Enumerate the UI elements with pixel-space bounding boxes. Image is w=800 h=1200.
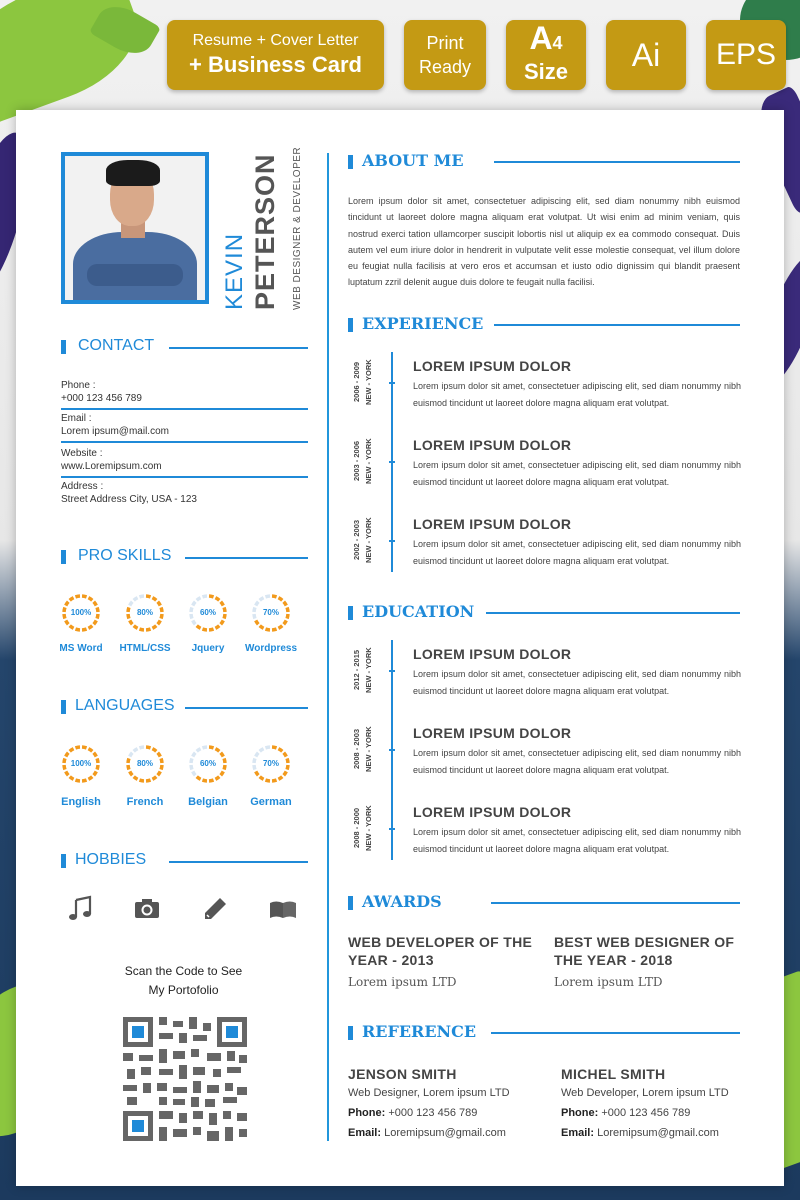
reference-phone: +000 123 456 789: [601, 1107, 691, 1119]
award-org: Lorem ipsum LTD: [348, 975, 457, 989]
experience-title: EXPERIENCE: [362, 314, 484, 333]
skill-name: MS Word: [59, 643, 103, 654]
entry-title: LOREM IPSUM DOLOR: [413, 725, 572, 741]
size-badge-letter: A: [529, 20, 553, 57]
entry-location: NEW - YORK: [364, 726, 373, 772]
contact-value: +000 123 456 789: [61, 393, 142, 404]
award-item: [554, 933, 744, 989]
music-icon: [66, 894, 96, 924]
email-label: Email:: [348, 1127, 382, 1139]
entry-years: 2012 - 2015: [352, 649, 361, 691]
skill-percent: 60%: [199, 608, 216, 617]
contact-label: Address :: [61, 481, 104, 492]
experience-entry: [346, 358, 741, 418]
email-label: Email:: [561, 1127, 595, 1139]
award-item: [348, 933, 538, 989]
entry-title: LOREM IPSUM DOLOR: [413, 437, 572, 453]
reference-item: [348, 1065, 533, 1143]
contact-phone: [61, 380, 308, 410]
skill-percent: 70%: [262, 608, 279, 617]
entry-title: LOREM IPSUM DOLOR: [413, 516, 572, 532]
language-ring: [114, 744, 176, 808]
product-badge: [167, 20, 384, 90]
reference-phone: +000 123 456 789: [388, 1107, 478, 1119]
product-badge-line1: Resume + Cover Letter: [192, 32, 359, 49]
print-badge-line1: Print: [426, 33, 464, 53]
entry-description: Lorem ipsum dolor sit amet, consectetuer adipiscing elit, sed diam nonummy nibh euismod tincidunt ut laoreet dolore magna aliquam erat volutpat.: [413, 748, 741, 775]
reference-name: JENSON SMITH: [348, 1066, 457, 1082]
contact-label: Website :: [61, 448, 103, 459]
skill-ring: [50, 593, 112, 654]
profile-photo: [61, 152, 209, 304]
entry-years: 2008 - 2000: [352, 807, 361, 849]
column-divider: [327, 153, 329, 1141]
language-ring: [177, 744, 239, 808]
contact-value: Street Address City, USA - 123: [61, 494, 197, 505]
qr-caption-line1: Scan the Code to See: [124, 964, 243, 978]
language-ring: [240, 744, 302, 808]
resume-sheet: [16, 110, 784, 1186]
entry-description: Lorem ipsum dolor sit amet, consectetuer adipiscing elit, sed diam nonummy nibh euismod tincidunt ut laoreet dolore magna aliquam erat volutpat.: [413, 381, 741, 408]
contact-website: [61, 448, 308, 478]
reference-title: REFERENCE: [362, 1022, 477, 1041]
language-name: German: [250, 796, 292, 808]
contact-title: CONTACT: [78, 337, 155, 354]
skill-percent: 100%: [70, 608, 92, 617]
phone-label: Phone:: [348, 1107, 386, 1119]
education-entry: [346, 804, 741, 864]
experience-entry: [346, 437, 741, 497]
entry-description: Lorem ipsum dolor sit amet, consectetuer adipiscing elit, sed diam nonummy nibh euismod tincidunt ut laoreet dolore magna aliquam erat volutpat.: [413, 669, 741, 696]
size-badge-number: 4: [552, 33, 563, 54]
education-heading: [348, 601, 740, 625]
pencil-icon: [200, 894, 230, 924]
skill-name: Wordpress: [244, 643, 298, 654]
reference-email: Loremipsum@gmail.com: [384, 1127, 506, 1139]
job-role: WEB DESIGNER & DEVELOPER: [292, 146, 303, 310]
qr-code: [123, 1017, 247, 1141]
product-badge-line2: + Business Card: [188, 52, 362, 77]
skill-percent: 80%: [136, 608, 153, 617]
entry-title: LOREM IPSUM DOLOR: [413, 804, 572, 820]
skill-ring: [177, 593, 239, 654]
entry-location: NEW - YORK: [364, 805, 373, 851]
entry-title: LOREM IPSUM DOLOR: [413, 358, 572, 374]
skill-name: Jquery: [191, 643, 225, 654]
education-entry: [346, 725, 741, 785]
camera-icon: [132, 894, 162, 924]
award-title: WEB DEVELOPER OF THE YEAR - 2013: [348, 934, 533, 968]
languages-heading: [61, 696, 308, 718]
hobbies-title: HOBBIES: [75, 851, 147, 868]
entry-location: NEW - YORK: [364, 517, 373, 563]
contact-label: Phone :: [61, 380, 96, 391]
first-name: KEVIN: [221, 232, 248, 310]
language-percent: 70%: [262, 759, 279, 768]
contact-value: www.Loremipsum.com: [61, 461, 162, 472]
awards-title: AWARDS: [362, 892, 442, 911]
contact-label: Email :: [61, 413, 92, 424]
skill-ring: [114, 593, 176, 654]
language-percent: 80%: [136, 759, 153, 768]
entry-years: 2006 - 2009: [352, 361, 361, 403]
contact-heading: [61, 336, 308, 358]
education-title: EDUCATION: [362, 602, 475, 621]
reference-item: [561, 1065, 746, 1143]
hobbies-heading: [61, 850, 308, 872]
print-ready-badge: [404, 20, 486, 90]
award-title: BEST WEB DESIGNER OF THE YEAR - 2018: [554, 934, 735, 968]
skills-title: PRO SKILLS: [78, 547, 172, 564]
contact-address: [61, 481, 308, 511]
entry-years: 2002 - 2003: [352, 519, 361, 561]
entry-location: NEW - YORK: [364, 647, 373, 693]
entry-location: NEW - YORK: [364, 438, 373, 484]
entry-years: 2008 - 2003: [352, 728, 361, 770]
size-badge-word: Size: [523, 58, 569, 84]
entry-description: Lorem ipsum dolor sit amet, consectetuer adipiscing elit, sed diam nonummy nibh euismod tincidunt ut laoreet dolore magna aliquam erat volutpat.: [413, 460, 741, 487]
reference-role: Web Developer, Lorem ipsum LTD: [561, 1087, 729, 1099]
entry-location: NEW - YORK: [364, 359, 373, 405]
about-text: Lorem ipsum dolor sit amet, consectetuer adipiscing elit, sed diam nonummy nibh euismod tincidunt ut laoreet dolore magna aliquam erat volutpat. Ut wisi enim ad minim veniam, quis nostrud exerci tation ullamcorper suscipit lobortis nisl ut aliquip ex ea commodo consequat. Duis autem vel eum iriure dolor in hendrerit in vulputate velit esse molestie consequat, vel illum dolore eu feugiat nulla facilisis at vero eros et accumsan et iusto odio dignissim qui blandit praesent luptatum zzril delenit augue duis dolore te feugait nulla facilisi.: [348, 196, 740, 288]
about-heading: [348, 150, 740, 174]
print-badge-line2: Ready: [418, 57, 472, 77]
entry-title: LOREM IPSUM DOLOR: [413, 646, 572, 662]
entry-years: 2003 - 2006: [352, 440, 361, 482]
skills-heading: [61, 546, 308, 568]
language-percent: 60%: [199, 759, 216, 768]
qr-caption: [96, 962, 271, 1000]
reference-heading: [348, 1021, 740, 1045]
language-ring: [50, 744, 112, 808]
reference-name: MICHEL SMITH: [561, 1066, 666, 1082]
ai-format-badge: Ai: [606, 20, 686, 90]
contact-value: Lorem ipsum@mail.com: [61, 426, 169, 437]
language-name: French: [126, 796, 164, 808]
qr-caption-line2: My Portofolio: [148, 983, 219, 997]
reference-email: Loremipsum@gmail.com: [597, 1127, 719, 1139]
awards-heading: [348, 891, 740, 915]
entry-description: Lorem ipsum dolor sit amet, consectetuer adipiscing elit, sed diam nonummy nibh euismod tincidunt ut laoreet dolore magna aliquam erat volutpat.: [413, 539, 741, 566]
book-icon: [268, 894, 298, 924]
skill-ring: [240, 593, 302, 654]
phone-label: Phone:: [561, 1107, 599, 1119]
entry-description: Lorem ipsum dolor sit amet, consectetuer adipiscing elit, sed diam nonummy nibh euismod tincidunt ut laoreet dolore magna aliquam erat volutpat.: [413, 827, 741, 854]
language-name: Belgian: [188, 796, 228, 808]
about-title: ABOUT ME: [362, 151, 464, 170]
education-entry: [346, 646, 741, 706]
a4-size-badge: [506, 20, 586, 90]
experience-heading: [348, 313, 740, 337]
last-name: PETERSON: [250, 153, 280, 310]
award-org: Lorem ipsum LTD: [554, 975, 663, 989]
contact-email: [61, 413, 308, 443]
language-name: English: [61, 796, 101, 808]
language-percent: 100%: [70, 759, 92, 768]
eps-format-badge: EPS: [706, 20, 786, 90]
reference-role: Web Designer, Lorem ipsum LTD: [348, 1087, 510, 1099]
skill-name: HTML/CSS: [119, 643, 171, 654]
experience-entry: [346, 516, 741, 576]
languages-title: LANGUAGES: [75, 697, 175, 714]
